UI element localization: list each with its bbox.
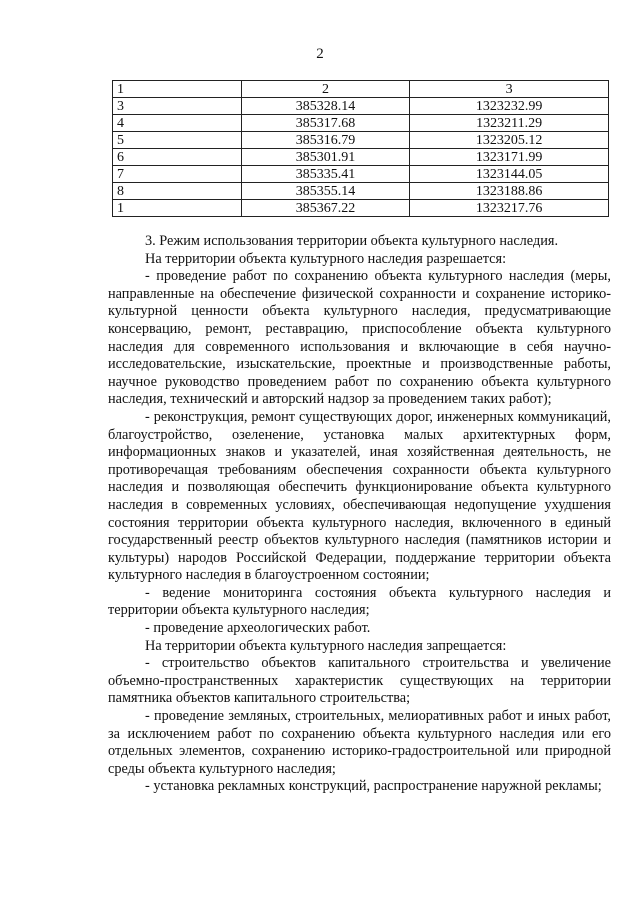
table-row — [113, 166, 609, 183]
x-coordinate-cell: 385316.79 — [241, 132, 410, 149]
list-item: - установка рекламных конструкций, распространение наружной рекламы; — [145, 778, 602, 795]
point-number-cell: 7 — [113, 166, 242, 183]
x-coordinate-cell: 385355.14 — [241, 183, 410, 200]
prohibited-intro: На территории объекта культурного наследия запрещается: — [145, 637, 507, 654]
y-coordinate-cell: 1323211.29 — [410, 115, 609, 132]
list-item: - ведение мониторинга состояния объекта культурного наследия и территории объекта культурного наследия; — [108, 584, 611, 619]
table-header-row — [113, 81, 609, 98]
table-row — [113, 149, 609, 166]
list-item: - проведение работ по сохранению объекта культурного наследия (меры, направленные на обеспечение физической сохранности и сохранение историко-культурной ценности объекта культурного наследия, предусматривающие консервацию, ремонт, реставрацию, приспособление объекта культурного наследия для современного использования и включающие в себя научно-исследовательские, изыскательские, проектные и производственные работы, научное руководство проведением работ по сохранению объекта культурного наследия, технический и авторский надзор за проведением таких работ); — [108, 268, 611, 408]
x-coordinate-cell: 385335.41 — [241, 166, 410, 183]
table-row — [113, 183, 609, 200]
page-number: 2 — [316, 46, 324, 62]
table-row — [113, 115, 609, 132]
point-number-cell: 8 — [113, 183, 242, 200]
point-number-cell: 3 — [113, 98, 242, 115]
table-row — [113, 200, 609, 217]
list-item: - проведение земляных, строительных, мелиоративных работ и иных работ, за исключением работ по сохранению объекта культурного наследия или его отдельных элементов, сохранению историко-градостроительной или природной среды объекта культурного наследия; — [108, 708, 611, 777]
table-header-cell: 3 — [410, 81, 609, 98]
document-body — [108, 233, 611, 796]
y-coordinate-cell: 1323171.99 — [410, 149, 609, 166]
permitted-intro: На территории объекта культурного наследия разрешается: — [145, 250, 507, 267]
x-coordinate-cell: 385328.14 — [241, 98, 410, 115]
point-number-cell: 5 — [113, 132, 242, 149]
point-number-cell: 6 — [113, 149, 242, 166]
y-coordinate-cell: 1323232.99 — [410, 98, 609, 115]
list-item: - реконструкция, ремонт существующих дорог, инженерных коммуникаций, благоустройство, озеленение, установка малых архитектурных форм, информационных знаков и указателей, иная хозяйственная деятельность, не противоречащая требованиям обеспечения сохранности объекта культурного наследия и позволяющая обеспечить функционирование объекта культурного наследия в современных условиях, обеспечивающая недопущение ухудшения состояния территории объекта культурного наследия, включенного в единый государственный реестр объектов культурного наследия (памятников истории и культуры) народов Российской Федерации, поддержание территории объекта культурного наследия в благоустроенном состоянии; — [108, 408, 611, 584]
y-coordinate-cell: 1323205.12 — [410, 132, 609, 149]
y-coordinate-cell: 1323217.76 — [410, 200, 609, 217]
y-coordinate-cell: 1323188.86 — [410, 183, 609, 200]
y-coordinate-cell: 1323144.05 — [410, 166, 609, 183]
coordinates-table — [112, 80, 609, 217]
point-number-cell: 1 — [113, 200, 242, 217]
list-item: - проведение археологических работ. — [145, 620, 371, 637]
x-coordinate-cell: 385317.68 — [241, 115, 410, 132]
point-number-cell: 4 — [113, 115, 242, 132]
table-row — [113, 98, 609, 115]
table-header-cell: 2 — [241, 81, 410, 98]
list-item: - строительство объектов капитального строительства и увеличение объемно-пространственных характеристик существующих на территории памятника объектов капитального строительства; — [108, 655, 611, 707]
table-header-cell: 1 — [113, 81, 242, 98]
x-coordinate-cell: 385301.91 — [241, 149, 410, 166]
x-coordinate-cell: 385367.22 — [241, 200, 410, 217]
section-heading: 3. Режим использования территории объекта культурного наследия. — [145, 233, 559, 249]
table-row — [113, 132, 609, 149]
